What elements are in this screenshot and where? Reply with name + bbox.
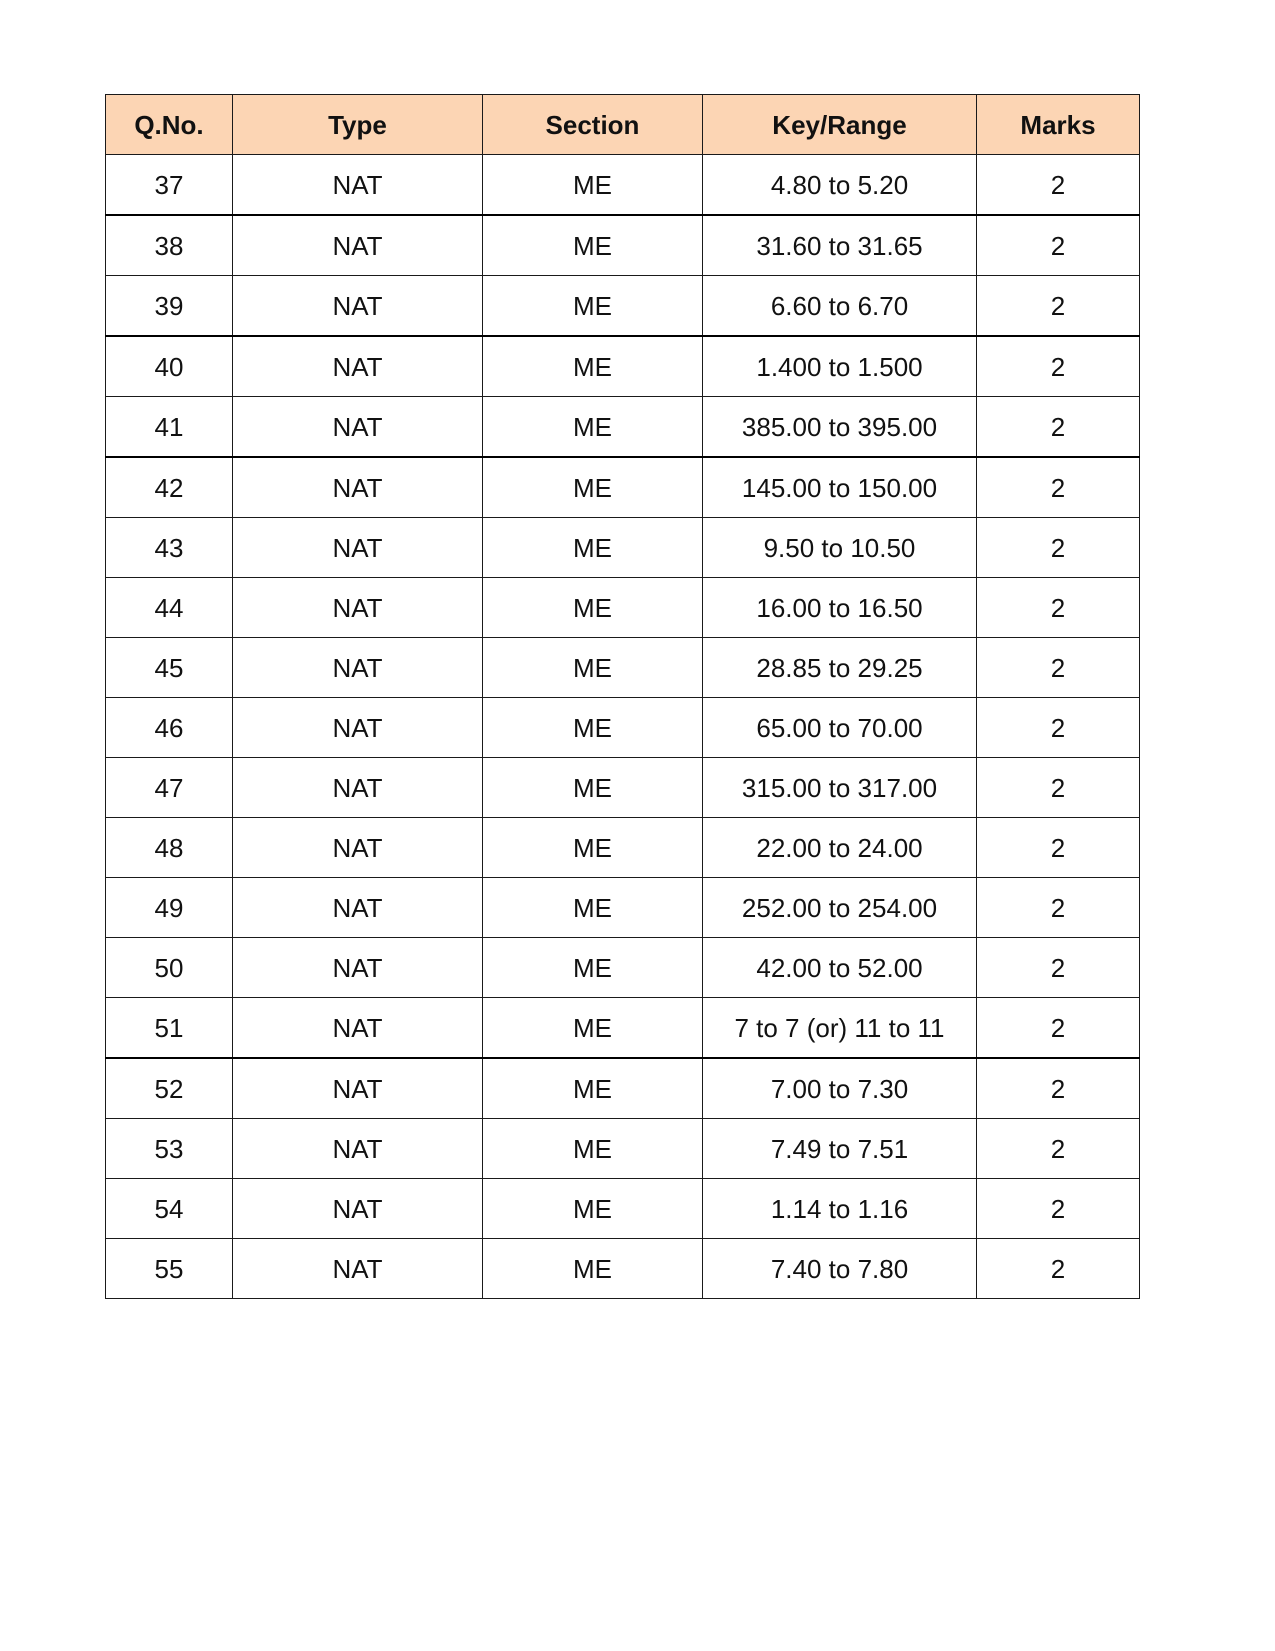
cell-key-range: 7.49 to 7.51 xyxy=(703,1119,977,1179)
cell-marks: 2 xyxy=(977,1119,1140,1179)
cell-type: NAT xyxy=(233,457,483,518)
header-marks: Marks xyxy=(977,95,1140,155)
header-key-range: Key/Range xyxy=(703,95,977,155)
cell-section: ME xyxy=(483,215,703,276)
cell-key-range: 65.00 to 70.00 xyxy=(703,698,977,758)
cell-key-range: 7.00 to 7.30 xyxy=(703,1058,977,1119)
cell-section: ME xyxy=(483,698,703,758)
table-row xyxy=(106,818,1140,878)
cell-marks: 2 xyxy=(977,397,1140,458)
table-header xyxy=(106,95,1140,155)
table-row xyxy=(106,155,1140,216)
cell-key-range: 1.14 to 1.16 xyxy=(703,1179,977,1239)
cell-section: ME xyxy=(483,818,703,878)
cell-qno: 53 xyxy=(106,1119,233,1179)
answer-key-table xyxy=(105,94,1140,1299)
cell-marks: 2 xyxy=(977,878,1140,938)
header-section: Section xyxy=(483,95,703,155)
cell-key-range: 7.40 to 7.80 xyxy=(703,1239,977,1299)
cell-marks: 2 xyxy=(977,518,1140,578)
header-type: Type xyxy=(233,95,483,155)
cell-section: ME xyxy=(483,638,703,698)
cell-qno: 47 xyxy=(106,758,233,818)
table-row xyxy=(106,518,1140,578)
cell-marks: 2 xyxy=(977,758,1140,818)
cell-marks: 2 xyxy=(977,1239,1140,1299)
cell-key-range: 4.80 to 5.20 xyxy=(703,155,977,216)
cell-qno: 49 xyxy=(106,878,233,938)
cell-key-range: 145.00 to 150.00 xyxy=(703,457,977,518)
cell-section: ME xyxy=(483,878,703,938)
cell-section: ME xyxy=(483,336,703,397)
cell-section: ME xyxy=(483,457,703,518)
table-row xyxy=(106,878,1140,938)
table-row xyxy=(106,1058,1140,1119)
cell-marks: 2 xyxy=(977,998,1140,1059)
cell-section: ME xyxy=(483,938,703,998)
cell-marks: 2 xyxy=(977,276,1140,337)
cell-key-range: 1.400 to 1.500 xyxy=(703,336,977,397)
cell-qno: 43 xyxy=(106,518,233,578)
cell-marks: 2 xyxy=(977,155,1140,216)
cell-qno: 44 xyxy=(106,578,233,638)
table-row xyxy=(106,276,1140,337)
cell-qno: 41 xyxy=(106,397,233,458)
header-row xyxy=(106,95,1140,155)
cell-key-range: 7 to 7 (or) 11 to 11 xyxy=(703,998,977,1059)
cell-section: ME xyxy=(483,518,703,578)
table-row xyxy=(106,938,1140,998)
cell-qno: 42 xyxy=(106,457,233,518)
cell-key-range: 22.00 to 24.00 xyxy=(703,818,977,878)
cell-marks: 2 xyxy=(977,215,1140,276)
table-row xyxy=(106,998,1140,1059)
cell-section: ME xyxy=(483,578,703,638)
cell-section: ME xyxy=(483,1058,703,1119)
cell-qno: 51 xyxy=(106,998,233,1059)
table-row xyxy=(106,1179,1140,1239)
cell-marks: 2 xyxy=(977,1179,1140,1239)
cell-marks: 2 xyxy=(977,818,1140,878)
table-row xyxy=(106,758,1140,818)
cell-key-range: 385.00 to 395.00 xyxy=(703,397,977,458)
cell-type: NAT xyxy=(233,578,483,638)
cell-type: NAT xyxy=(233,1239,483,1299)
cell-type: NAT xyxy=(233,878,483,938)
cell-key-range: 315.00 to 317.00 xyxy=(703,758,977,818)
cell-qno: 46 xyxy=(106,698,233,758)
cell-key-range: 9.50 to 10.50 xyxy=(703,518,977,578)
cell-type: NAT xyxy=(233,638,483,698)
cell-marks: 2 xyxy=(977,638,1140,698)
cell-type: NAT xyxy=(233,518,483,578)
table-row xyxy=(106,638,1140,698)
cell-marks: 2 xyxy=(977,938,1140,998)
cell-qno: 40 xyxy=(106,336,233,397)
cell-qno: 39 xyxy=(106,276,233,337)
cell-section: ME xyxy=(483,155,703,216)
cell-key-range: 28.85 to 29.25 xyxy=(703,638,977,698)
cell-type: NAT xyxy=(233,938,483,998)
cell-type: NAT xyxy=(233,215,483,276)
cell-marks: 2 xyxy=(977,578,1140,638)
table-row xyxy=(106,578,1140,638)
table-row xyxy=(106,397,1140,458)
cell-type: NAT xyxy=(233,698,483,758)
cell-type: NAT xyxy=(233,276,483,337)
header-qno: Q.No. xyxy=(106,95,233,155)
cell-key-range: 16.00 to 16.50 xyxy=(703,578,977,638)
table-row xyxy=(106,1239,1140,1299)
table-row xyxy=(106,1119,1140,1179)
cell-qno: 48 xyxy=(106,818,233,878)
cell-type: NAT xyxy=(233,397,483,458)
cell-qno: 52 xyxy=(106,1058,233,1119)
cell-key-range: 42.00 to 52.00 xyxy=(703,938,977,998)
cell-section: ME xyxy=(483,397,703,458)
cell-type: NAT xyxy=(233,1119,483,1179)
cell-qno: 45 xyxy=(106,638,233,698)
cell-key-range: 6.60 to 6.70 xyxy=(703,276,977,337)
cell-marks: 2 xyxy=(977,336,1140,397)
cell-type: NAT xyxy=(233,818,483,878)
cell-section: ME xyxy=(483,1119,703,1179)
table-row xyxy=(106,336,1140,397)
cell-type: NAT xyxy=(233,1058,483,1119)
cell-qno: 50 xyxy=(106,938,233,998)
cell-qno: 54 xyxy=(106,1179,233,1239)
cell-section: ME xyxy=(483,276,703,337)
cell-key-range: 31.60 to 31.65 xyxy=(703,215,977,276)
cell-marks: 2 xyxy=(977,698,1140,758)
cell-section: ME xyxy=(483,758,703,818)
cell-type: NAT xyxy=(233,998,483,1059)
table-body xyxy=(106,155,1140,1299)
table-row xyxy=(106,457,1140,518)
cell-type: NAT xyxy=(233,336,483,397)
cell-qno: 38 xyxy=(106,215,233,276)
cell-marks: 2 xyxy=(977,1058,1140,1119)
cell-type: NAT xyxy=(233,155,483,216)
cell-marks: 2 xyxy=(977,457,1140,518)
table-row xyxy=(106,698,1140,758)
cell-section: ME xyxy=(483,1239,703,1299)
table-row xyxy=(106,215,1140,276)
cell-qno: 55 xyxy=(106,1239,233,1299)
cell-type: NAT xyxy=(233,758,483,818)
cell-section: ME xyxy=(483,998,703,1059)
cell-section: ME xyxy=(483,1179,703,1239)
cell-qno: 37 xyxy=(106,155,233,216)
cell-key-range: 252.00 to 254.00 xyxy=(703,878,977,938)
cell-type: NAT xyxy=(233,1179,483,1239)
